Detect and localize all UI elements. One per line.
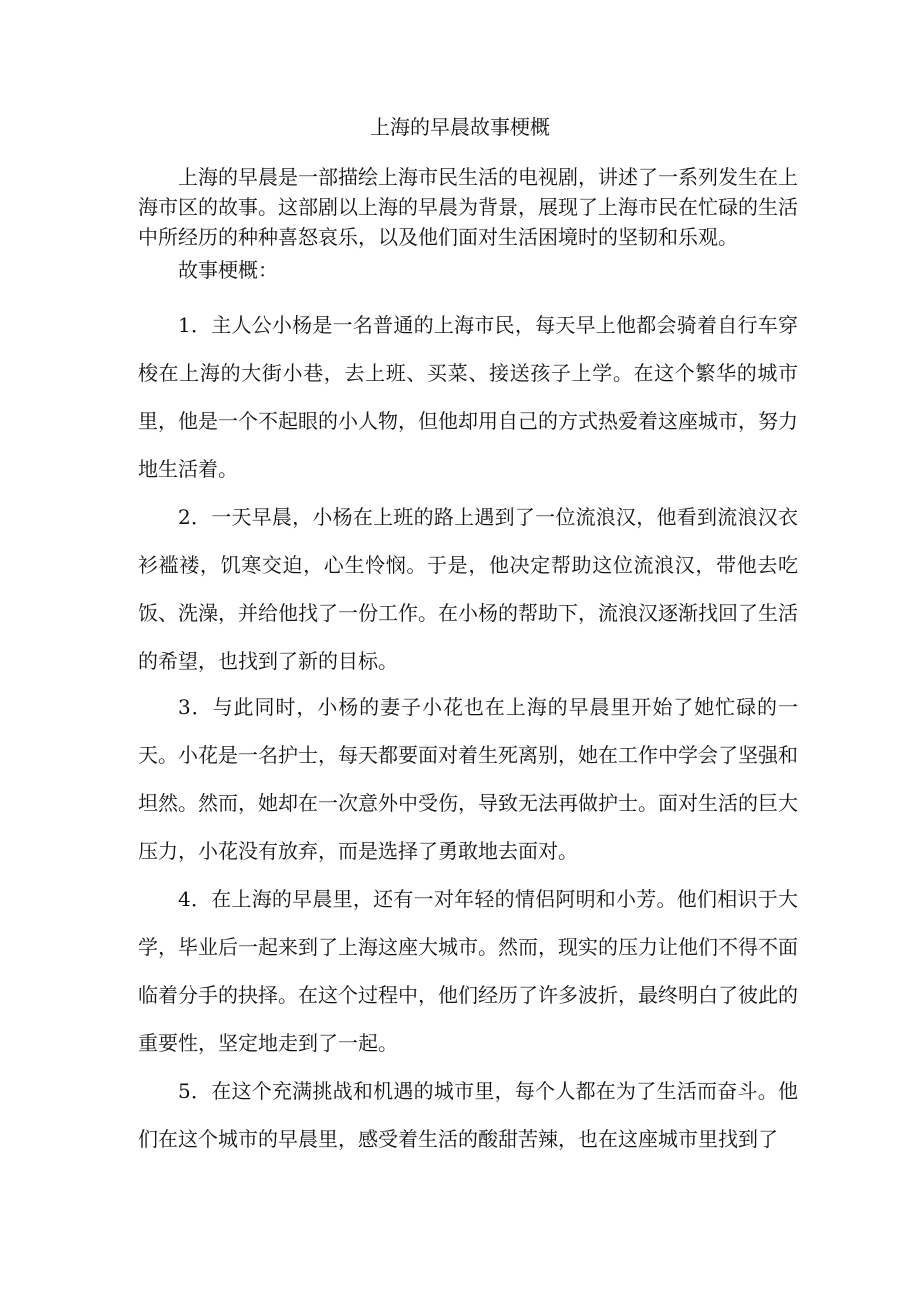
synopsis-item-3: 3．与此同时，小杨的妻子小花也在上海的早晨里开始了她忙碌的一天。小花是一名护士，每天都要面对着生死离别，她在工作中学会了坚强和坦然。然而，她却在一次意外中受伤，导致无法再做护士。面对生活的巨大压力，小花没有放弃，而是选择了勇敢地去面对。: [138, 695, 798, 863]
synopsis-item-4: 4．在上海的早晨里，还有一对年轻的情侣阿明和小芳。他们相识于大学，毕业后一起来到了上海这座大城市。然而，现实的压力让他们不得不面临着分手的抉择。在这个过程中，他们经历了许多波折，最终明白了彼此的重要性，坚定地走到了一起。: [138, 887, 798, 1055]
synopsis-label: 故事梗概：: [178, 258, 278, 282]
document-title: 上海的早晨故事梗概: [370, 115, 550, 139]
synopsis-item-5: 5．在这个充满挑战和机遇的城市里，每个人都在为了生活而奋斗。他们在这个城市的早晨里，感受着生活的酸甜苦辣，也在这座城市里找到了: [138, 1079, 798, 1151]
intro-paragraph: 上海的早晨是一部描绘上海市民生活的电视剧，讲述了一系列发生在上海市区的故事。这部剧以上海的早晨为背景，展现了上海市民在忙碌的生活中所经历的种种喜怒哀乐，以及他们面对生活困境时的坚韧和乐观。: [138, 165, 798, 249]
synopsis-item-1: 1．主人公小杨是一名普通的上海市民，每天早上他都会骑着自行车穿梭在上海的大街小巷，去上班、买菜、接送孩子上学。在这个繁华的城市里，他是一个不起眼的小人物，但他却用自己的方式热爱着这座城市，努力地生活着。: [138, 313, 798, 481]
synopsis-item-2: 2．一天早晨，小杨在上班的路上遇到了一位流浪汉，他看到流浪汉衣衫褴褛，饥寒交迫，心生怜悯。于是，他决定帮助这位流浪汉，带他去吃饭、洗澡，并给他找了一份工作。在小杨的帮助下，流浪汉逐渐找回了生活的希望，也找到了新的目标。: [138, 505, 798, 673]
